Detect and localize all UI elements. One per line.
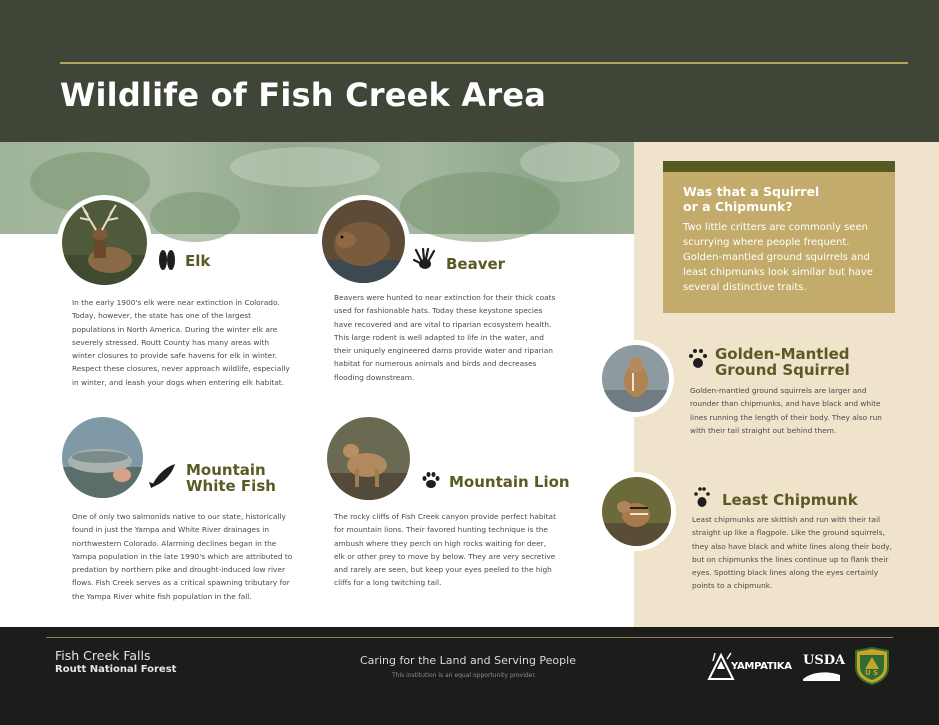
chipmunk-track-icon: [692, 485, 712, 509]
usda-wordmark: USDA: [803, 653, 846, 668]
footer-tagline: Caring for the Land and Serving People: [360, 654, 576, 667]
forest-service-shield-logo: [854, 647, 890, 685]
header-rule: [60, 62, 908, 64]
chipmunk-text: Least chipmunks are skittish and run with their tail straight up like a flagpole. Like the ground squirrels, they also have black and white lines along their body, but on chipmunks the lines continue up to flank their eyes. Spotting black lines along the eyes certainly points to a chipmunk.: [692, 515, 892, 591]
ground-squirrel-photo: [597, 340, 674, 417]
beaver-title: Beaver: [446, 255, 506, 273]
callout-box: [663, 172, 895, 313]
footer-site-name: Fish Creek Falls: [55, 648, 151, 663]
elk-photo: [57, 195, 152, 290]
elk-text: In the early 1900's elk were near extinction in Colorado. Today, however, the state has one of the largest populations in North America. During the winter elk are severely stressed. Routt County has many areas with winter closures to provide safe havens for elk in winter. Respect these closures, never approach wildlife, especially in winter, and leash your dogs when entering elk habitat.: [72, 298, 290, 387]
elk-track-icon: [157, 248, 177, 272]
whitefish-title-line1: Mountain: [186, 461, 266, 479]
ground-squirrel-title-line2: Ground Squirrel: [715, 361, 850, 379]
mountain-lion-title: Mountain Lion: [449, 473, 570, 491]
whitefish-title: [186, 462, 276, 494]
callout-title: Was that a Squirrel or a Chipmunk?: [683, 184, 820, 214]
header: [0, 0, 939, 142]
callout-text: Two little critters are commonly seen scurrying where people frequent. Golden-mantled ground squirrels and least chipmunks look similar but have several distinctive traits.: [683, 222, 873, 293]
mountain-lion-text: The rocky cliffs of Fish Creek canyon provide perfect habitat for mountain lions. Their favored hunting technique is the ambush where they perch on high rocks waiting for deer, elk or other prey to move by below. They are very secretive and rarely are seen, but keep your eyes peeled to the high cliffs for a long twitching tail.: [334, 512, 556, 588]
usda-swoosh-icon: [803, 669, 840, 681]
chipmunk-title: Least Chipmunk: [722, 491, 858, 509]
footer-forest-name: Routt National Forest: [55, 664, 177, 675]
footer-eeo-statement: This institution is an equal opportunity provider.: [392, 672, 537, 679]
squirrel-track-icon: [688, 347, 708, 371]
whitefish-title-line2: White Fish: [186, 477, 276, 495]
forest-service-shield-label: U S: [865, 669, 879, 677]
paw-print-icon: [421, 470, 441, 490]
ground-squirrel-text: Golden-mantled ground squirrels are larger and rounder than chipmunks, and have black and white lines running the length of their body. They also run with their tail straight out behind them.: [690, 386, 882, 435]
callout-bar: [663, 161, 895, 172]
elk-title: Elk: [185, 252, 211, 270]
beaver-photo: [317, 195, 410, 288]
mountain-lion-photo: [322, 412, 415, 505]
ground-squirrel-title: [715, 346, 850, 378]
forest-service-shield-icon: [854, 647, 890, 685]
yampatika-wordmark: YAMPATIKA: [731, 661, 792, 672]
beaver-track-icon: [413, 247, 437, 273]
beaver-text: Beavers were hunted to near extinction for their thick coats used for fashionable hats. Today these keystone species have recovered and are vital to riparian ecosystem health. This large rodent is well adapted to life in the water, and their uniquely engineered dams provide water and riparian habitat for numerous animals and birds and decreases flooding downstream.: [334, 293, 556, 382]
ground-squirrel-title-line1: Golden-Mantled: [715, 345, 850, 363]
footer-rule: [46, 637, 893, 638]
usda-logo: [803, 653, 846, 683]
whitefish-photo: [57, 412, 148, 503]
whitefish-text: One of only two salmonids native to our state, historically found in just the Yampa and White River drainages in northwestern Colorado. Alarming declines began in the Yampa population in the late 1990's which are attributed to predation by northern pike and drought-induced low river flows. Fish Creek serves as a critical spawning tributary for the Yampa River white fish population in the fall.: [72, 512, 293, 601]
page-title: Wildlife of Fish Creek Area: [60, 76, 547, 114]
fish-icon: [147, 460, 179, 492]
chipmunk-photo: [597, 472, 676, 551]
yampatika-logo: [707, 647, 792, 681]
